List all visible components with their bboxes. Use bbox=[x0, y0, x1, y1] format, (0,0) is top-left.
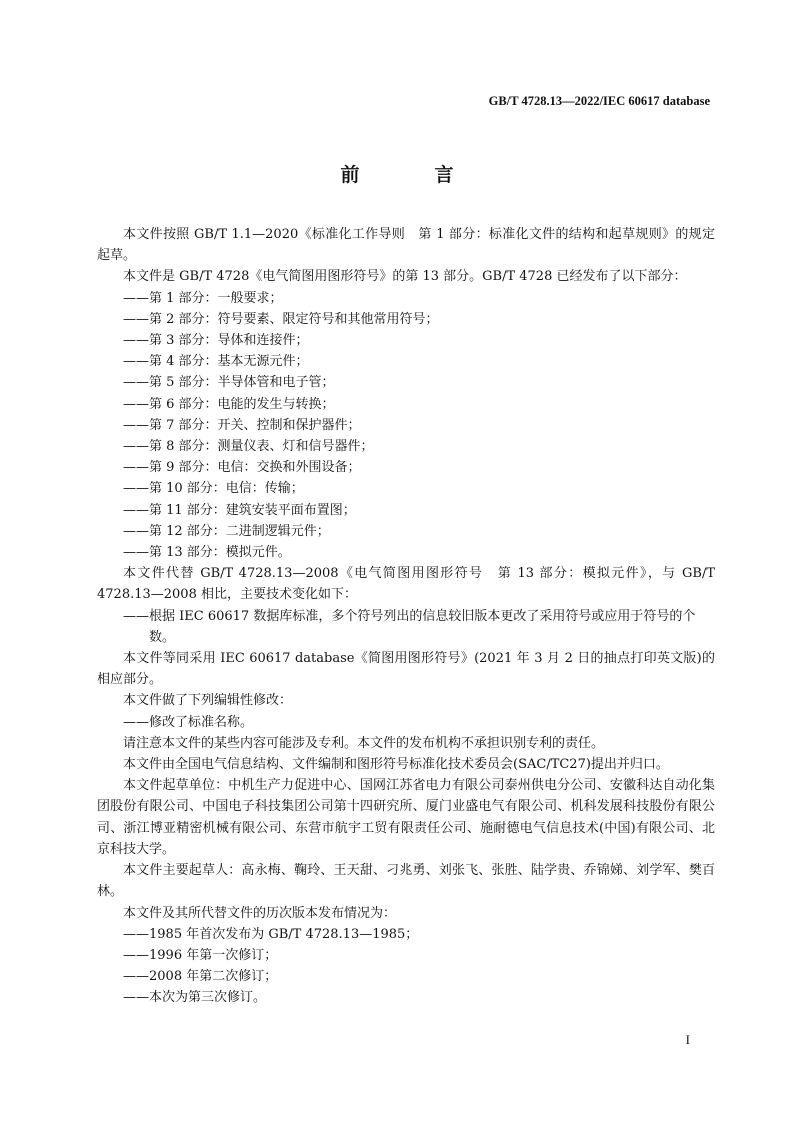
adoption-paragraph: 本文件等同采用 IEC 60617 database《简图用图形符号》(2021 年 3 月 2 日的抽点打印英文版)的相应部分。 bbox=[97, 651, 715, 688]
list-item: ——2008 年第二次修订； bbox=[123, 969, 278, 985]
replace-paragraph: 本文件代替 GB/T 4728.13—2008《电气简图用图形符号 第 13 部分：模拟元件》，与 GB/T 4728.13—2008 相比，主要技术变化如下： bbox=[97, 566, 715, 603]
list-item: ——第 6 部分：电能的发生与转换； bbox=[123, 396, 335, 412]
list-item: ——第 8 部分：测量仪表、灯和信号器件； bbox=[123, 439, 374, 455]
editorial-intro: 本文件做了下列编辑性修改： bbox=[123, 693, 293, 709]
list-item: ——本次为第三次修订。 bbox=[123, 990, 267, 1006]
list-item: ——第 1 部分：一般要求； bbox=[123, 290, 283, 306]
history-intro: 本文件及其所代替文件的历次版本发布情况为： bbox=[123, 905, 397, 921]
page-number: I bbox=[685, 1032, 690, 1047]
history-list bbox=[97, 924, 715, 1009]
list-item: ——1996 年第一次修订； bbox=[123, 947, 278, 963]
foreword-body bbox=[97, 224, 715, 1009]
drafters-paragraph: 本文件主要起草人：高永梅、鞠玲、王天甜、刁兆勇、刘张飞、张胜、陆学贵、乔锦娣、刘学军、樊百林。 bbox=[97, 863, 715, 900]
series-intro-paragraph: 本文件是 GB/T 4728《电气简图用图形符号》的第 13 部分。GB/T 4728 已经发布了以下部分： bbox=[123, 269, 687, 285]
parts-list bbox=[97, 288, 715, 564]
committee-paragraph: 本文件由全国电气信息结构、文件编制和图形符号标准化技术委员会(SAC/TC27)提出并归口。 bbox=[123, 757, 669, 773]
list-item: ——第 12 部分：二进制逻辑元件； bbox=[123, 523, 330, 539]
intro-paragraph: 本文件按照 GB/T 1.1—2020《标准化工作导则 第 1 部分：标准化文件的结构和起草规则》的规定起草。 bbox=[97, 227, 715, 264]
list-item: ——第 10 部分：电信：传输； bbox=[123, 481, 304, 497]
editorial-item: ——修改了标准名称。 bbox=[123, 714, 254, 730]
drafting-units-paragraph: 本文件起草单位：中机生产力促进中心、国网江苏省电力有限公司泰州供电分公司、安徽科达自动化集团股份有限公司、中国电子科技集团公司第十四研究所、厦门业盛电气有限公司、机科发展科技股份有限公司、浙江博亚精密机械有限公司、东营市航宇工贸有限责任公司、施耐德电气信息技术(中国)有限公司、北京科技大学。 bbox=[97, 778, 715, 857]
list-item: ——第 9 部分：电信：交换和外围设备； bbox=[123, 460, 361, 476]
list-item: ——第 5 部分：半导体管和电子管； bbox=[123, 375, 335, 391]
list-item: ——第 11 部分：建筑安装平面布置图； bbox=[123, 502, 356, 518]
list-item: ——第 2 部分：符号要素、限定符号和其他常用符号； bbox=[123, 311, 439, 327]
standard-code-header: GB/T 4728.13—2022/IEC 60617 database bbox=[488, 94, 710, 108]
page-title: 前 言 bbox=[340, 164, 482, 186]
list-item: ——第 4 部分：基本无源元件； bbox=[123, 354, 309, 370]
list-item: ——第 7 部分：开关、控制和保护器件； bbox=[123, 417, 361, 433]
list-item: ——1985 年首次发布为 GB/T 4728.13—1985； bbox=[123, 926, 419, 942]
list-item: ——第 13 部分：模拟元件。 bbox=[123, 545, 291, 561]
patent-notice: 请注意本文件的某些内容可能涉及专利。本文件的发布机构不承担识别专利的责任。 bbox=[123, 735, 605, 751]
change-item: ——根据 IEC 60617 数据库标准，多个符号列出的信息较旧版本更改了采用符号或应用于符号的个数。 bbox=[123, 608, 696, 645]
list-item: ——第 3 部分：导体和连接件； bbox=[123, 333, 309, 349]
